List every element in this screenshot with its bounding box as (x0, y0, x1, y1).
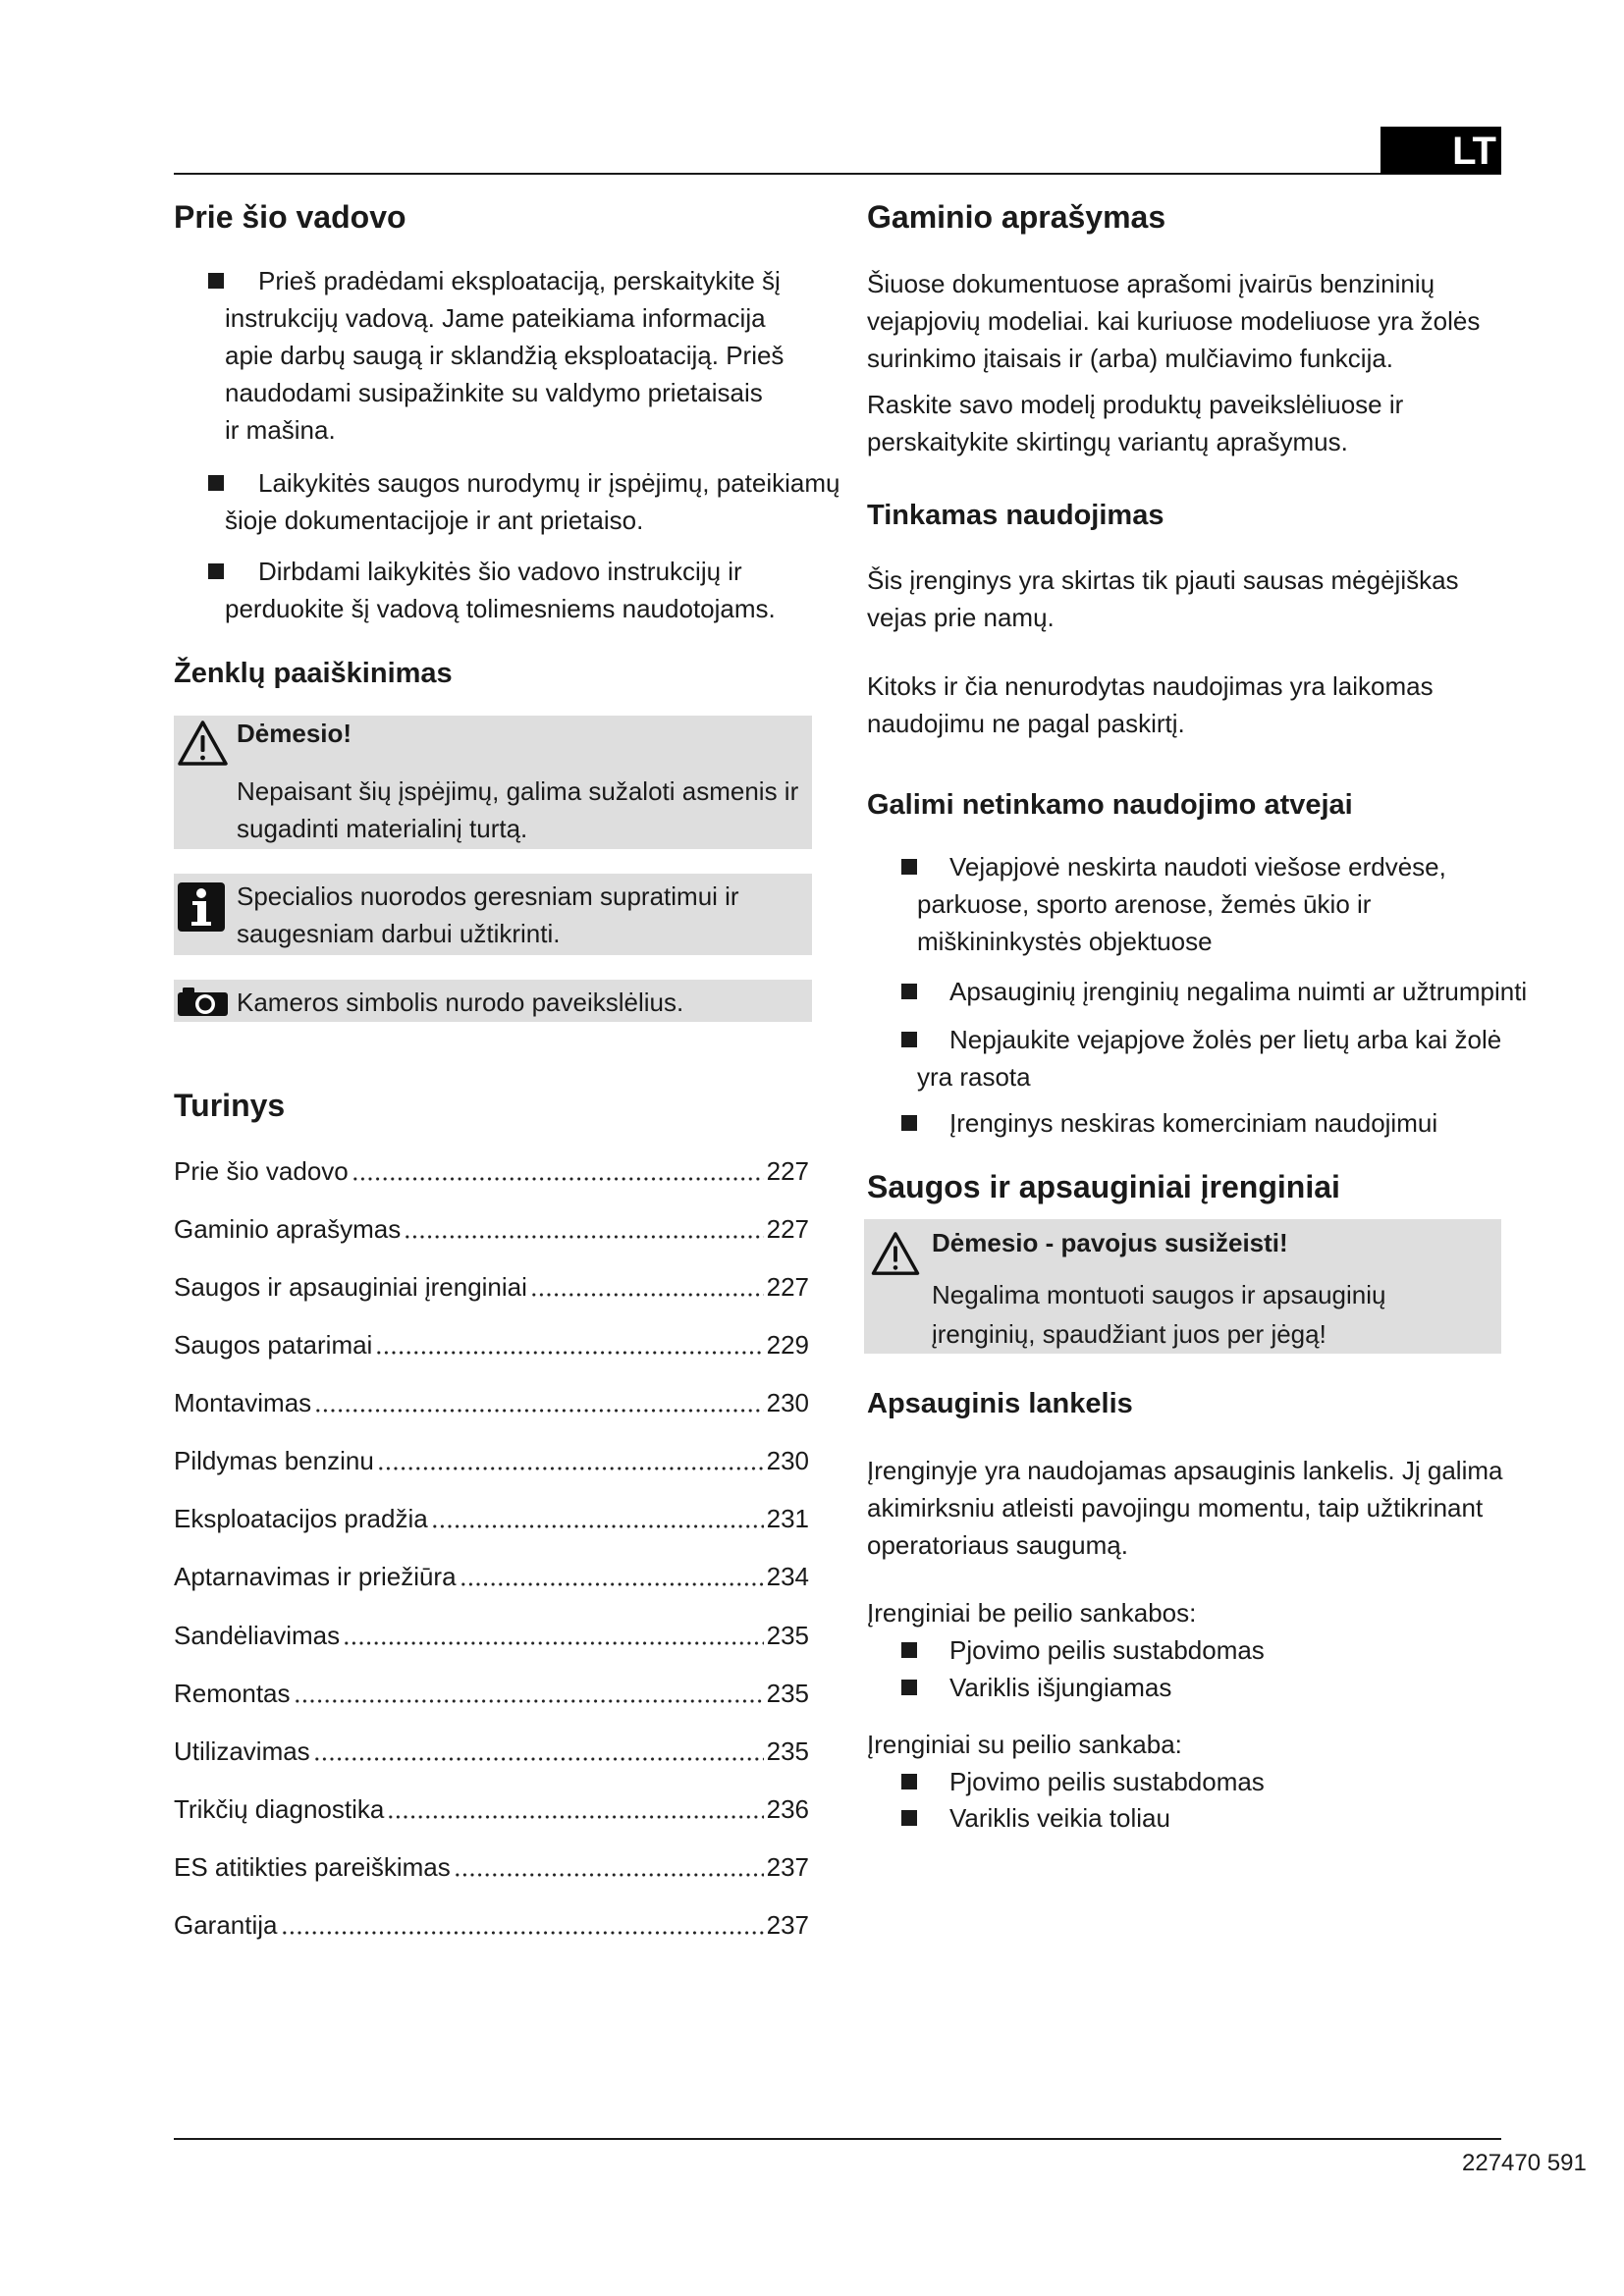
about-bullet-text: Prieš pradėdami eksploataciją, perskaitykite šį instrukcijų vadovą. Jame pateikiama informacija apie darbų saugą ir sklandžią eksploataciją. Prieš naudodami susipažinkite su valdymo prietaisais ir mašina. (225, 266, 785, 445)
toc-dot-leader (454, 1848, 764, 1886)
with-clutch-bullet-text: Variklis veikia toliau (949, 1803, 1170, 1833)
toc-dot-leader (375, 1326, 763, 1363)
section-title-guard: Apsauginis lankelis (867, 1388, 1133, 1419)
toc-entry-label: Saugos ir apsauginiai įrenginiai (174, 1271, 527, 1302)
bullet-square-icon (901, 859, 917, 875)
misuse-bullet-text: Apsauginių įrenginių negalima nuimti ar užtrumpinti (949, 977, 1528, 1006)
toc-entry (174, 1374, 809, 1432)
toc-page-number: 237 (766, 1852, 809, 1883)
toc-dot-leader (281, 1906, 764, 1944)
toc-entry (174, 1896, 809, 1954)
toc-entry (174, 1142, 809, 1200)
toc-entry-label: Saugos patarimai (174, 1329, 373, 1360)
camera-icon (177, 987, 229, 1017)
bullet-square-icon (901, 1032, 917, 1047)
bullet-square-icon (901, 1774, 917, 1789)
misuse-bullet-text: Įrenginys neskiras komerciniam naudojimui (949, 1108, 1438, 1138)
about-bullet-text: Laikykitės saugos nurodymų ir įspėjimų, pateikiamų šioje dokumentacijoje ir ant prietaiso. (225, 468, 840, 535)
toc-entry-label: Sandėliavimas (174, 1620, 341, 1650)
toc-dot-leader (404, 1210, 763, 1248)
toc-dot-leader (313, 1733, 764, 1770)
toc-entry (174, 1781, 809, 1839)
with-clutch-bullet-text: Pjovimo peilis sustabdomas (949, 1767, 1265, 1796)
section-title-safety: Saugos ir apsauginiai įrenginiai (867, 1169, 1340, 1204)
toc-page-number: 227 (766, 1271, 809, 1302)
toc-entry (174, 1490, 809, 1548)
bullet-square-icon (901, 1115, 917, 1131)
camera-notice-box (174, 980, 812, 1022)
language-badge (1380, 127, 1501, 174)
toc-entry-label: Prie šio vadovo (174, 1155, 349, 1186)
toc-page-number: 230 (766, 1388, 809, 1418)
toc-entry-label: Garantija (174, 1910, 278, 1941)
warning-notice-box (174, 716, 812, 849)
toc-entry-label: Pildymas benzinu (174, 1446, 374, 1476)
about-bullet-text: Dirbdami laikykitės šio vadovo instrukcijų ir perduokite šį vadovą tolimesniems naudotojams. (225, 557, 776, 623)
toc-entry-label: Eksploatacijos pradžia (174, 1504, 428, 1534)
toc-page-number: 227 (766, 1155, 809, 1186)
toc-page-number: 234 (766, 1562, 809, 1592)
bullet-square-icon (901, 1680, 917, 1695)
toc-page-number: 235 (766, 1735, 809, 1766)
toc-entry (174, 1315, 809, 1373)
toc-dot-leader (431, 1500, 764, 1537)
toc-dot-leader (314, 1384, 763, 1421)
bullet-square-icon (208, 475, 224, 491)
toc-entry (174, 1606, 809, 1664)
toc-entry (174, 1722, 809, 1780)
bullet-square-icon (901, 1642, 917, 1658)
bullet-square-icon (208, 563, 224, 579)
section-title-intended-use: Tinkamas naudojimas (867, 500, 1164, 531)
language-badge-label: LT (1452, 130, 1495, 173)
toc-entry (174, 1548, 809, 1606)
toc-entry (174, 1257, 809, 1315)
toc-page-number: 229 (766, 1329, 809, 1360)
product-paragraph: Šiuose dokumentuose aprašomi įvairūs benzininių vejapjovių modeliai. kai kuriuose modeliuose yra žolės surinkimo įtaisais ir (arba) mulčiavimo funkcija. (867, 269, 1481, 373)
toc-page-number: 230 (766, 1446, 809, 1476)
toc-entry-label: Utilizavimas (174, 1735, 310, 1766)
toc-dot-leader (377, 1442, 764, 1479)
section-title-about: Prie šio vadovo (174, 199, 406, 235)
toc-entry (174, 1839, 809, 1896)
intended-use-paragraph: Šis įrenginys yra skirtas tik pjauti sausas mėgėjiškas vejas prie namų. (867, 565, 1459, 632)
toc-entry-label: Remontas (174, 1678, 291, 1708)
toc-entry-label: Trikčių diagnostika (174, 1794, 385, 1825)
warning-triangle-icon (177, 719, 229, 768)
toc-page-number: 227 (766, 1213, 809, 1244)
misuse-bullet-text: Vejapjovė neskirta naudoti viešose erdvėse, parkuose, sporto arenose, žemės ūkio ir miškininkystės objektuose (917, 852, 1446, 956)
toc-dot-leader (530, 1268, 764, 1306)
intended-use-paragraph: Kitoks ir čia nenurodytas naudojimas yra laikomas naudojimu ne pagal paskirtį. (867, 671, 1434, 738)
without-clutch-label: Įrenginiai be peilio sankabos: (867, 1598, 1197, 1628)
product-paragraph: Raskite savo modelį produktų paveikslėliuose ir perskaitykite skirtingų variantų aprašymus. (867, 390, 1404, 456)
camera-text: Kameros simbolis nurodo paveikslėlius. (237, 988, 684, 1017)
warning-triangle-icon (870, 1230, 921, 1277)
toc-dot-leader (352, 1152, 764, 1190)
toc-page-number: 237 (766, 1910, 809, 1941)
header-rule (174, 173, 1501, 175)
toc-entry-label: Aptarnavimas ir priežiūra (174, 1562, 457, 1592)
warning-notice-box (864, 1219, 1501, 1354)
section-title-product: Gaminio aprašymas (867, 199, 1166, 235)
toc-page-number: 235 (766, 1620, 809, 1650)
toc-entry-label: Gaminio aprašymas (174, 1213, 402, 1244)
bullet-square-icon (901, 984, 917, 999)
toc-dot-leader (343, 1617, 764, 1654)
info-notice-box (174, 874, 812, 955)
without-clutch-bullet-text: Variklis išjungiamas (949, 1673, 1172, 1702)
toc-page-number: 231 (766, 1504, 809, 1534)
bullet-square-icon (901, 1810, 917, 1826)
toc-entry-label: ES atitikties pareiškimas (174, 1852, 451, 1883)
section-title-contents: Turinys (174, 1088, 286, 1123)
toc-dot-leader (460, 1558, 764, 1595)
bullet-square-icon (208, 273, 224, 289)
toc-page-number: 235 (766, 1678, 809, 1708)
warning-text: Nepaisant šių įspėjimų, galima sužaloti asmenis ir sugadinti materialinį turtą. (237, 776, 799, 843)
without-clutch-bullet-text: Pjovimo peilis sustabdomas (949, 1635, 1265, 1665)
toc-entry (174, 1200, 809, 1257)
warning-title: Dėmesio - pavojus susižeisti! (932, 1228, 1288, 1257)
info-text: Specialios nuorodos geresniam supratimui ir saugesniam darbui užtikrinti. (237, 881, 739, 948)
with-clutch-label: Įrenginiai su peilio sankaba: (867, 1730, 1182, 1759)
toc-entry (174, 1664, 809, 1722)
warning-title: Dėmesio! (237, 719, 352, 748)
guard-paragraph: Įrenginyje yra naudojamas apsauginis lankelis. Jį galima akimirksniu atleisti pavojingu momentu, taip užtikrinant operatoriaus saugumą. (867, 1456, 1503, 1560)
toc-dot-leader (387, 1790, 763, 1828)
toc-page-number: 236 (766, 1794, 809, 1825)
footer-page-code: 227470 591 (1462, 2150, 1587, 2176)
toc-dot-leader (294, 1675, 764, 1712)
info-icon (177, 881, 226, 933)
section-title-symbols: Ženklų paaiškinimas (174, 658, 453, 689)
footer-rule (174, 2138, 1501, 2140)
table-of-contents (174, 1142, 809, 1954)
section-title-misuse: Galimi netinkamo naudojimo atvejai (867, 789, 1353, 821)
toc-entry-label: Montavimas (174, 1388, 312, 1418)
warning-text: Negalima montuoti saugos ir apsauginių įrenginių, spaudžiant juos per jėgą! (932, 1280, 1386, 1349)
misuse-bullet-text: Nepjaukite vejapjove žolės per lietų arba kai žolė yra rasota (917, 1025, 1502, 1092)
toc-entry (174, 1432, 809, 1490)
